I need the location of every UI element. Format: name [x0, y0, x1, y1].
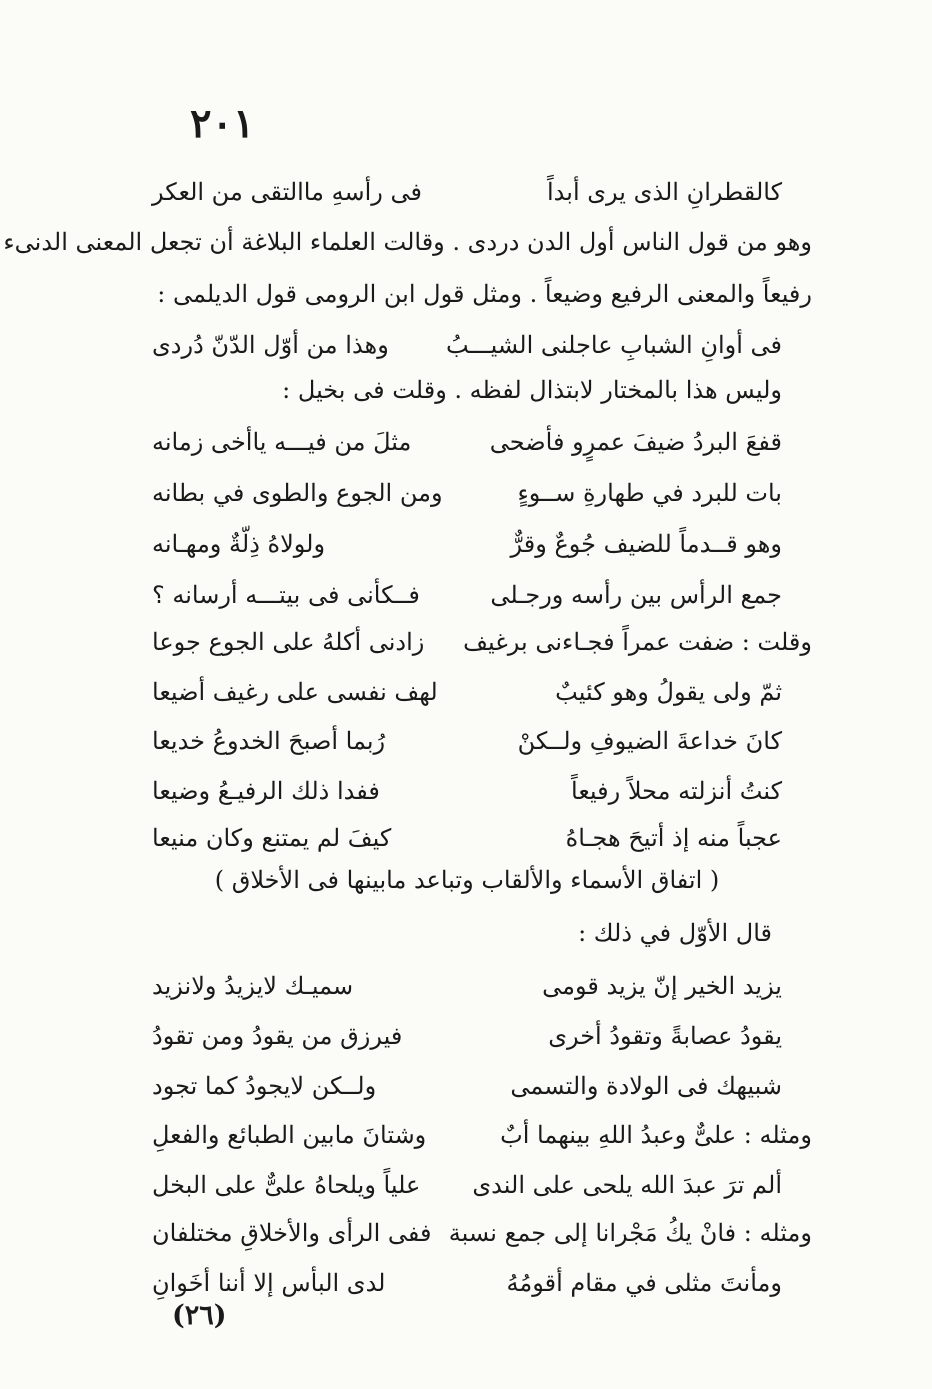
verse-line: [152, 721, 782, 765]
hemistich-first: كالقطرانِ الذى يرى أبداً: [547, 178, 782, 206]
hemistich-first: ثمّ ولى يقولُ وهو كئيبٌ: [555, 678, 782, 706]
hemistich-first: فى أوانِ الشبابِ عاجلنى الشيـــبُ: [445, 331, 782, 359]
verse-line: [152, 473, 782, 517]
verse-line: [152, 1066, 782, 1110]
prose-line: رفيعاً والمعنى الرفيع وضيعاً . ومثل قول ابن الرومى قول الديلمى :: [157, 280, 812, 308]
hemistich-second: لهف نفسى على رغيف أضيعا: [152, 678, 438, 706]
hemistich-first: ومأنتَ مثلى في مقام أقومُهُ: [506, 1269, 782, 1297]
verse-line: [152, 1165, 782, 1209]
hemistich-first: عجباً منه إذ أتيحَ هجـاهُ: [565, 824, 782, 852]
verse-line: [122, 1115, 812, 1159]
hemistich-first: بات للبرد في طهارةِ ســوءٍ: [517, 479, 782, 507]
hemistich-second: زادنى أكلهُ على الجوع جوعا: [152, 628, 425, 656]
hemistich-second: رُبما أصبحَ الخدوعُ خديعا: [152, 727, 386, 755]
verse-line: [152, 966, 782, 1010]
verse-line: [152, 1263, 782, 1307]
hemistich-second: مثلَ من فيـــه ياأخى زمانه: [152, 428, 412, 456]
hemistich-second: فــكأنى فى بيتـــه أرسانه ؟: [152, 581, 420, 609]
hemistich-second: فيرزق من يقودُ ومن تقودُ: [152, 1022, 403, 1050]
page-number: ٢٠١: [190, 100, 255, 147]
prose-line: وهو من قول الناس أول الدن دردى . وقالت العلماء البلاغة أن تجعل المعنى الدنىء: [3, 228, 812, 256]
hemistich-second: كيفَ لم يمتنع وكان منيعا: [152, 824, 392, 852]
verse-line: [152, 172, 782, 216]
verse-line: [152, 1016, 782, 1060]
hemistich-first: يقودُ عصابةً وتقودُ أخرى: [548, 1022, 782, 1050]
hemistich-first: ألم ترَ عبدَ الله يلحى على الندى: [472, 1171, 782, 1199]
hemistich-second: ففدا ذلك الرفيـعُ وضيعا: [152, 777, 380, 805]
hemistich-first: وقلت : ضفت عمراً فجـاءنى برغيف: [463, 628, 812, 656]
verse-line: [152, 575, 782, 619]
hemistich-second: وهذا من أوّل الدّنّ دُردى: [152, 331, 389, 359]
verse-line: [152, 771, 782, 815]
hemistich-second: ومن الجوع والطوى في بطانه: [152, 479, 443, 507]
hemistich-first: جمع الرأس بين رأسه ورجـلى: [490, 581, 782, 609]
hemistich-first: يزيد الخير إنّ يزيد قومى: [542, 972, 782, 1000]
prose-line: وليس هذا بالمختار لابتذال لفظه . وقلت فى بخيل :: [282, 376, 782, 404]
verse-line: [152, 325, 782, 369]
hemistich-second: فى رأسهِ ماالتقى من العكر: [152, 178, 422, 206]
verse-line: [122, 1213, 812, 1257]
hemistich-second: ولــكن لايجودُ كما تجود: [152, 1072, 377, 1100]
hemistich-second: علياً ويلحاهُ علىٌّ على البخل: [152, 1171, 421, 1199]
hemistich-first: وهو قــدماً للضيف جُوعٌ وقرٌّ: [510, 530, 782, 558]
hemistich-first: شبيهك فى الولادة والتسمى: [510, 1072, 782, 1100]
hemistich-second: لدى البأس إلا أننا أخَوانِ: [152, 1269, 386, 1297]
section-heading: ( اتفاق الأسماء والألقاب وتباعد مابينها فى الأخلاق ): [214, 866, 720, 894]
hemistich-first: قفعَ البردُ ضيفَ عمرٍو فأضحى: [489, 428, 782, 456]
verse-line: [152, 672, 782, 716]
verse-line: [122, 622, 812, 666]
hemistich-second: وشتانَ مابين الطبائع والفعلِ: [152, 1121, 427, 1149]
hemistich-second: سميـك لايزيدُ ولانزيد: [152, 972, 354, 1000]
hemistich-first: كانَ خداعةَ الضيوفِ ولــكنْ: [517, 727, 782, 755]
hemistich-second: ففى الرأى والأخلاقِ مختلفان: [152, 1219, 432, 1247]
hemistich-first: ومثله : علىٌّ وعبدُ اللهِ بينهما أبٌ: [500, 1121, 812, 1149]
hemistich-first: كنتُ أنزلته محلاً رفيعاً: [571, 777, 782, 805]
signature-mark: (٢٦): [172, 1300, 227, 1331]
verse-line: [152, 524, 782, 568]
verse-line: [152, 818, 782, 862]
prose-line: قال الأوّل في ذلك :: [578, 919, 772, 947]
hemistich-first: ومثله : فانْ يكُ مَجْرانا إلى جمع نسبة: [448, 1219, 812, 1247]
hemistich-second: ولولاهُ ذِلّةٌ ومهـانه: [152, 530, 326, 558]
verse-line: [152, 422, 782, 466]
